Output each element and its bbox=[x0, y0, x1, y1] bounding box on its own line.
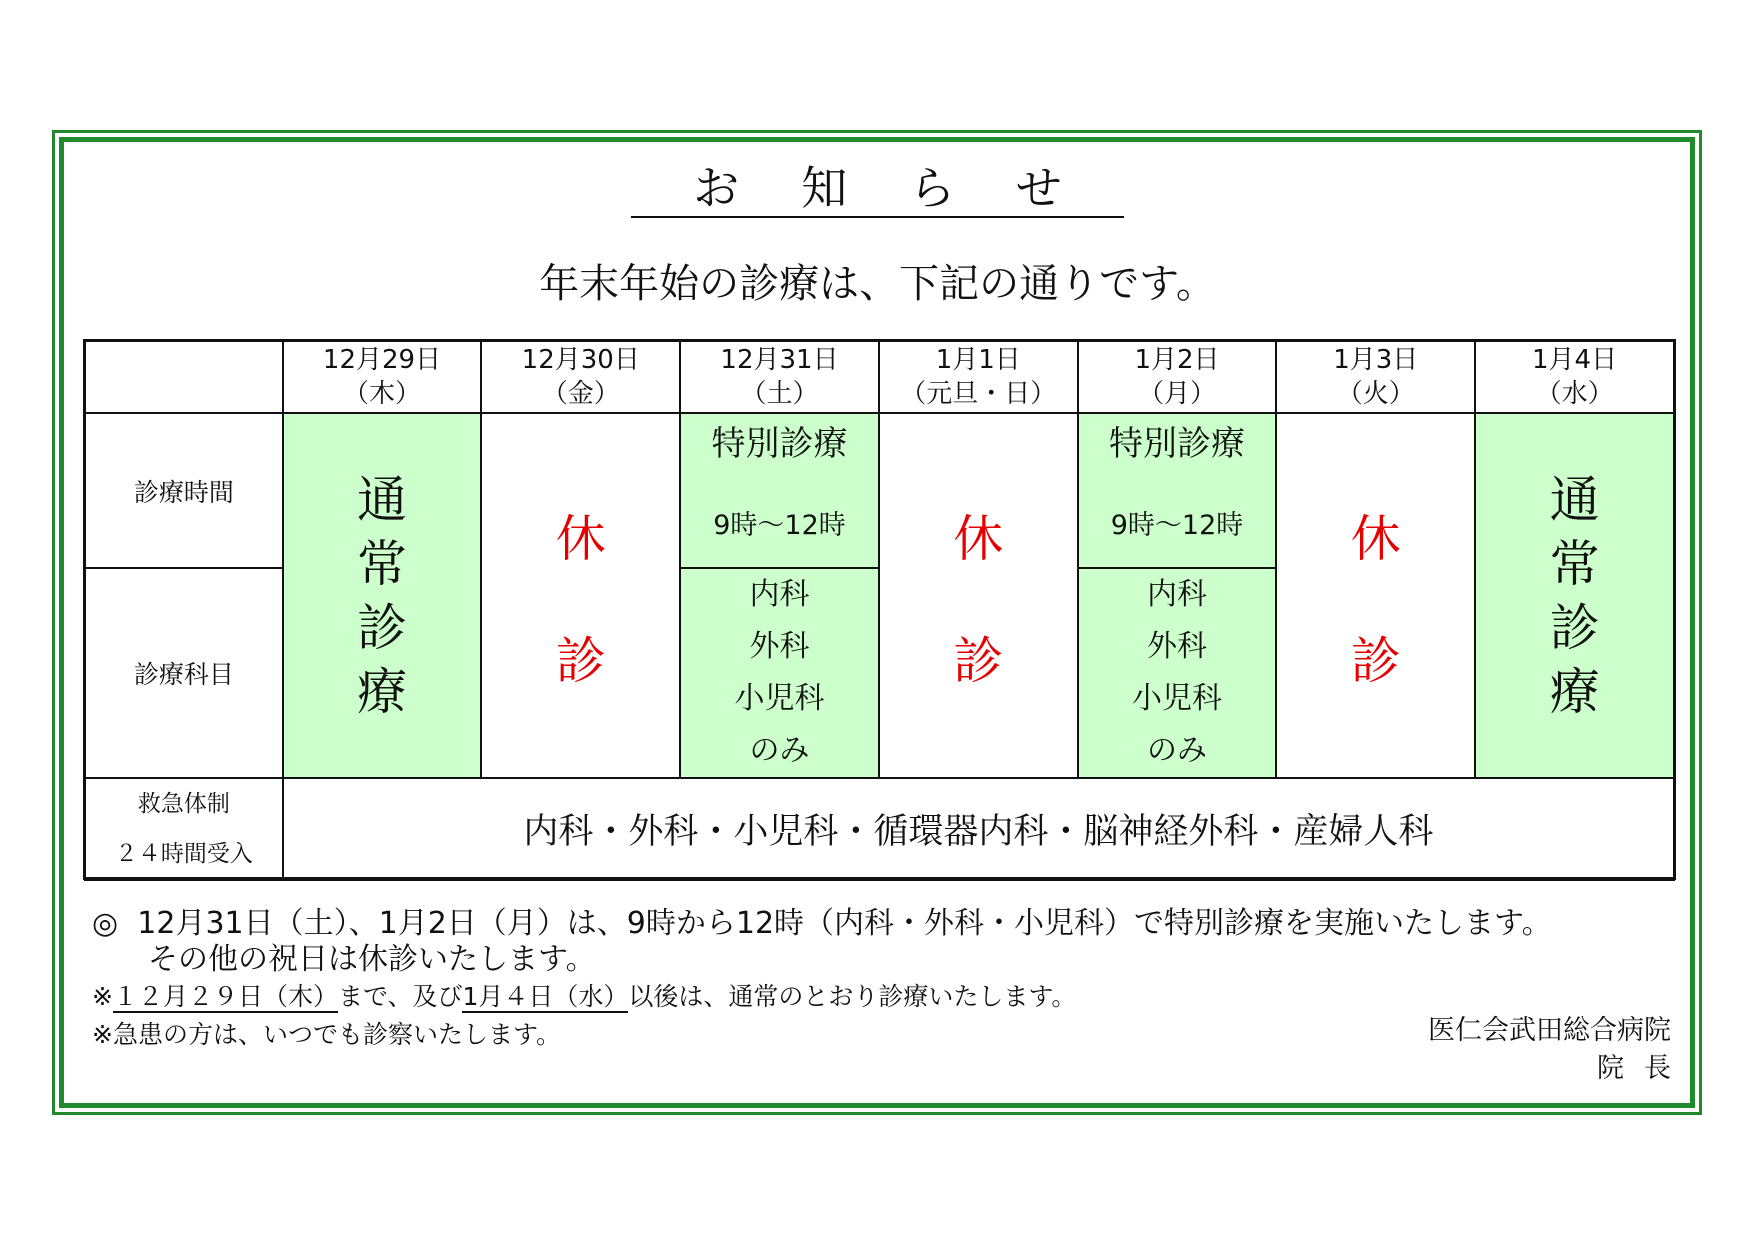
header-cell: 12月30日 （金） bbox=[481, 341, 680, 413]
header-cell: 1月3日 （火） bbox=[1276, 341, 1475, 413]
notes bbox=[92, 906, 1552, 1054]
special-departments-cell: 内科 外科 小児科 のみ bbox=[1078, 568, 1277, 778]
notice-subtitle: 年末年始の診療は、下記の通りです。 bbox=[539, 261, 1216, 307]
corner-cell bbox=[85, 341, 283, 413]
row-label-hours: 診療時間 bbox=[85, 413, 283, 568]
row-label-departments: 診療科目 bbox=[85, 568, 283, 778]
emergency-departments-cell: 内科・外科・小児科・循環器内科・脳神経外科・産婦人科 bbox=[283, 778, 1674, 880]
note-line: ※急患の方は、いつでも診察いたします。 bbox=[92, 1020, 561, 1049]
emergency-row bbox=[85, 778, 1674, 880]
normal-service-cell: 通 常 診 療 bbox=[1475, 413, 1674, 778]
row-label-emergency: 救急体制 ２４時間受入 bbox=[85, 778, 283, 880]
schedule-table bbox=[84, 340, 1675, 881]
header-cell: 1月4日 （水） bbox=[1475, 341, 1674, 413]
hospital-name: 医仁会武田総合病院 bbox=[1428, 1015, 1671, 1046]
note-line: その他の祝日は休診いたします。 bbox=[148, 942, 596, 977]
director-title: 院長 bbox=[1597, 1053, 1691, 1084]
hours-row bbox=[85, 413, 1674, 568]
special-hours-cell: 特別診療 9時～12時 bbox=[1078, 413, 1277, 568]
header-cell: 1月2日 （月） bbox=[1078, 341, 1277, 413]
special-departments-cell: 内科 外科 小児科 のみ bbox=[680, 568, 879, 778]
header-cell: 12月29日 （木） bbox=[283, 341, 482, 413]
normal-service-cell: 通 常 診 療 bbox=[283, 413, 482, 778]
closed-cell: 休 診 bbox=[481, 413, 680, 778]
notice-title: お知らせ bbox=[0, 160, 1755, 218]
note-line: ※１２月２９日（木）まで、及び1月４日（水）以後は、通常のとおり診療いたします。 bbox=[92, 982, 1077, 1011]
signature bbox=[1428, 1012, 1691, 1088]
header-cell: 12月31日 （土） bbox=[680, 341, 879, 413]
double-circle-icon: ◎ bbox=[92, 906, 119, 941]
header-row bbox=[85, 341, 1674, 413]
header-cell: 1月1日 （元旦・日） bbox=[879, 341, 1078, 413]
note-line: ◎ 12月31日（土）、1月2日（月）は、9時から12時（内科・外科・小児科）で特別診療を実施いたします。 bbox=[92, 906, 1552, 941]
special-hours-cell: 特別診療 9時～12時 bbox=[680, 413, 879, 568]
closed-cell: 休 診 bbox=[879, 413, 1078, 778]
closed-cell: 休 診 bbox=[1276, 413, 1475, 778]
